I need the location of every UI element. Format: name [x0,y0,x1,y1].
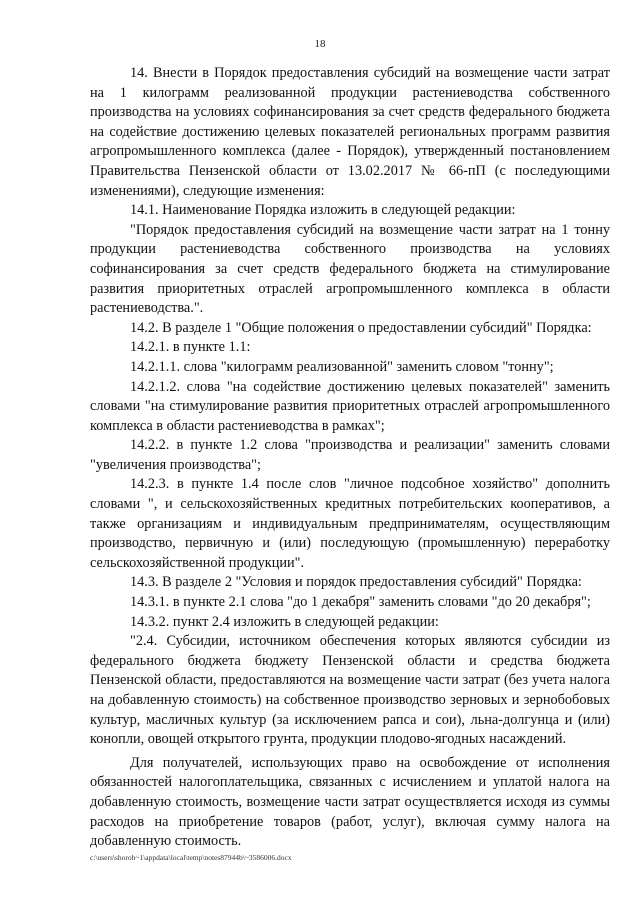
paragraph-14-3: 14.3. В разделе 2 "Условия и порядок предоставления субсидий" Порядка: [130,574,582,591]
paragraph-order-name: "Порядок предоставления субсидий на возмещение части затрат на 1 тонну продукции растениеводства собственного производства на условиях софинансирования за счет средств федерального бюджета на стимулирование развития приоритетных отраслей агропромышленного комплекса в области растениеводства.". [90,221,610,317]
paragraph-vat-exempt: Для получателей, использующих право на освобождение от исполнения обязанностей налогоплательщика, связанных с исчислением и уплатой налога на добавленную стоимость, возмещение части затрат осуществляется исходя из суммы расходов на приобретение товаров (работ, услуг), включая сумму налога на добавленную стоимость. [90,754,610,850]
paragraph-14-2-1-1: 14.2.1.1. слова "килограмм реализованной" заменить словом "тонну"; [130,358,554,375]
paragraph-14-2: 14.2. В разделе 1 "Общие положения о предоставлении субсидий" Порядка: [130,319,592,336]
paragraph-14-2-2: 14.2.2. в пункте 1.2 слова "производства и реализации" заменить словами "увеличения производства"; [90,437,610,473]
paragraph-14-1: 14.1. Наименование Порядка изложить в следующей редакции: [130,202,516,219]
paragraph-14-2-3: 14.2.3. в пункте 1.4 после слов "личное подсобное хозяйство" дополнить словами ", и сельскохозяйственных кредитных потребительских кооперативов, а также организациям и индивидуальным предпринимателям, осуществляющим производство, первичную и (или) последующую (промышленную) переработку сельскохозяйственной продукции". [90,476,610,571]
paragraph-14-3-1: 14.3.1. в пункте 2.1 слова "до 1 декабря" заменить словами "до 20 декабря"; [130,594,591,611]
paragraph-14-2-1: 14.2.1. в пункте 1.1: [130,339,251,356]
paragraph-14-3-2: 14.3.2. пункт 2.4 изложить в следующей редакции: [130,613,439,630]
document-body [90,64,610,852]
page-number: 18 [314,38,326,50]
paragraph-14: 14. Внести в Порядок предоставления субсидий на возмещение части затрат на 1 килограмм реализованной продукции растениеводства собственного производства на условиях софинансирования за счет средств федерального бюджета на содействие достижению целевых показателей региональных программ развития агропромышленного комплекса (далее - Порядок), утвержденный постановлением Правительства Пензенской области от 13.02.2017 № 66-пП (с последующими изменениями), следующие изменения: [90,65,610,199]
paragraph-14-2-1-2: 14.2.1.2. слова "на содействие достижению целевых показателей" заменить словами "на стимулирование развития приоритетных отраслей агропромышленного комплекса в области растениеводства в рамках"; [90,378,610,434]
paragraph-2-4: "2.4. Субсидии, источником обеспечения которых являются субсидии из федерального бюджета бюджету Пензенской области и средства бюджета Пензенской области, предоставляются на возмещение части затрат (без учета налога на добавленную стоимость) на собственное производство зерновых и зернобобовых культур, масличных культур (за исключением рапса и сои), льна-долгунца и (или) конопли, овощей открытого грунта, продукции плодово-ягодных насаждений. [90,633,610,748]
footer-file-path: c:\users\shoroh~1\appdata\local\temp\notes87944b\~3586006.docx [90,853,292,862]
